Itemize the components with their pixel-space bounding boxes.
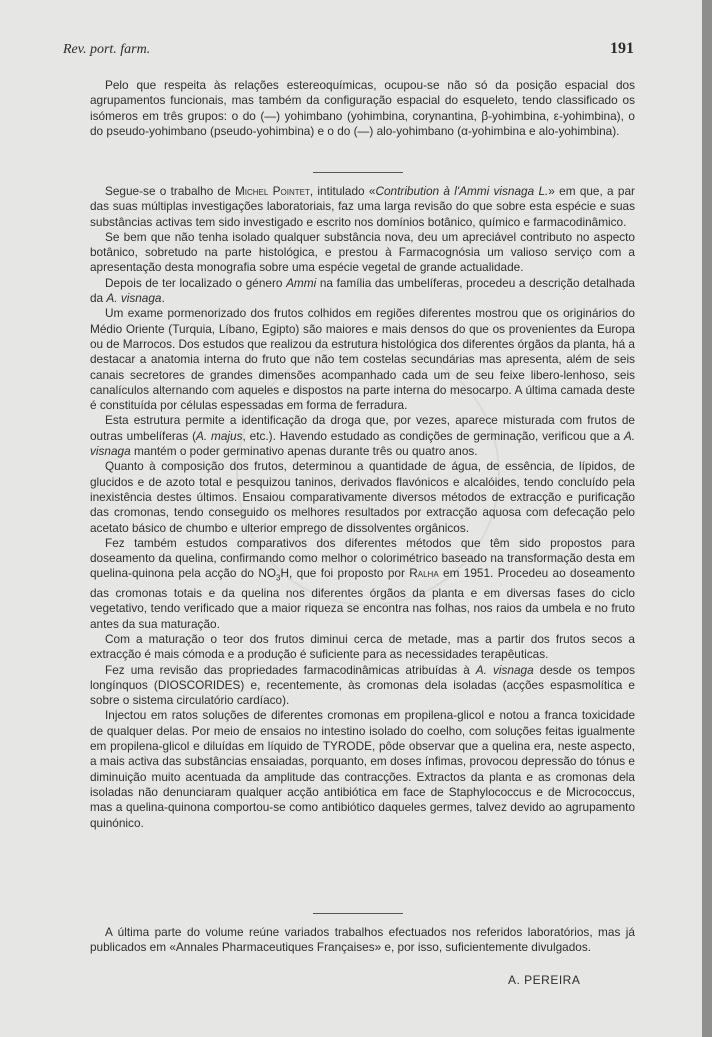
paragraph: Segue-se o trabalho de Michel Pointet, intitulado «Contribution à l'Ammi visnaga L.» em que, a par das suas múltiplas investigações laboratoriais, faz uma larga revisão do que sobre esta espécie e suas substâncias activas tem sido investigado e escrito nos domínios botânico, químico e farmacodinâmico. <box>90 184 635 229</box>
section-divider <box>313 913 403 914</box>
page-number: 191 <box>610 40 634 57</box>
paragraph: Fez também estudos comparativos dos diferentes métodos que têm sido propostos para doseamento da quelina, confirmando como melhor o colorimétrico baseado na transformação desta em quelina-quinona pela acção do $NO_3H$, que foi proposto por Ralha em 1951. Procedeu ao doseamento das cromonas totais e da quelina nos diferentes órgãos da planta e em diversas fases do ciclo vegetativo, tendo verificado que a maior riqueza se encontra nas folhas, nos raios da umbela e no fruto antes da sua maturação. <box>90 535 635 631</box>
paragraph: Se bem que não tenha isolado qualquer substância nova, deu um apreciável contributo no aspecto botânico, sobretudo na parte histológica, e prestou à Farmacognósia um valioso serviço com a apresentação desta monografia sobre uma espécie vegetal de grande actualidade. <box>90 229 635 275</box>
author-signature: A. PEREIRA <box>508 973 581 987</box>
paragraph: Esta estrutura permite a identificação da droga que, por vezes, aparece misturada com frutos de outras umbelíferas (A. majus, etc.). Havendo estudado as condições de germinação, verificou que a A. visnaga mantém o poder germinativo apenas durante três ou quatro anos. <box>90 413 636 459</box>
paragraph: Fez uma revisão das propriedades farmacodinâmicas atribuídas à A. visnaga desde os tempos longínquos (DIOSCORIDES) e, recentemente, às cromonas dela isoladas (acções espasmolítica e sobre o sistema circulatório cardíaco). <box>90 662 635 708</box>
section-stereochemistry <box>90 78 635 139</box>
paragraph: Injectou em ratos soluções de diferentes cromonas em propilena-glicol e notou a franca toxicidade de qualquer delas. Por meio de ensaios no intestino isolado do coelho, com soluções feitas igualmente em propilena-glicol e diluídas em líquido de TYRODE, pôde observar que a quelina era, neste aspecto, a mais activa das substâncias ensaiadas, porquanto, em doses ínfimas, provocou depressão do tónus e diminuição muito acentuada da amplitude das contracções. Extractos da planta e as cromonas dela isoladas não denunciaram qualquer acção antibiótica em face de Staphylococcus e de Micrococcus, mas a quelina-quinona comportou-se como antibiótico daqueles germes, talvez devido ao agrupamento quinónico. <box>90 708 635 830</box>
paragraph: A última parte do volume reúne variados trabalhos efectuados nos referidos laboratórios, mas já publicados em «Annales Pharmaceutiques Françaises» e, por isso, suficientemente divulgados. <box>90 925 635 955</box>
paragraph: Um exame pormenorizado dos frutos colhidos em regiões diferentes mostrou que os originários do Médio Oriente (Turquia, Líbano, Egipto) são maiores e mais densos do que os provenientes da Europa ou de Marrocos. Dos estudos que realizou da estrutura histológica dos diferentes órgãos da planta, há a destacar a anatomia interna do fruto que não tem costelas secundárias mas apresenta, além de seis canais secretores de grandes dimensões acompanhado cada um de seu feixe libero-lenhoso, seis canalículos alternando com aqueles e dispostos na parte interna do mesocarpo. A última camada deste é constituída por células espessadas em forma de ferradura. <box>90 306 635 413</box>
paragraph: Quanto à composição dos frutos, determinou a quantidade de água, de essência, de lípidos, de glucidos e de azoto total e pesquizou taninos, derivados flavónicos e alcalóides, tendo concluído pela inexistência destes últimos. Ensaiou comparativamente diversos métodos de extracção e purificação das cromonas, tendo conseguido os melhores resultados por extracção aquosa com defecação pelo acetato básico de chumbo e ulterior emprego de dissolventes orgânicos. <box>90 459 635 535</box>
page-edge <box>702 0 712 1037</box>
paragraph: Pelo que respeita às relações estereoquímicas, ocupou-se não só da posição espacial dos agrupamentos funcionais, mas também da configuração espacial do esqueleto, tendo classificado os isómeros em três grupos: o do (—) yohimbano (yohimbina, corynantina, β-yohimbina, ε-yohimbina), o do pseudo-yohimbano (pseudo-yohimbina) e o do (—) alo-yohimbano (α-yohimbina e alo-yohimbina). <box>90 78 635 138</box>
section-divider <box>313 172 403 173</box>
work-title: Contribution à l'Ammi visnaga L. <box>375 184 549 198</box>
author-name: Michel Pointet <box>234 184 310 198</box>
paragraph: Com a maturação o teor dos frutos diminui cerca de metade, mas a partir dos frutos secos a extracção é mais cómoda e a produção é suficiente para as necessidades terapêuticas. <box>90 631 635 662</box>
journal-title: Rev. port. farm. <box>63 42 151 57</box>
section-closing <box>90 925 635 956</box>
paragraph: Depois de ter localizado o género Ammi na família das umbelíferas, procedeu a descrição detalhada da A. visnaga. <box>90 275 635 306</box>
section-pointet-review <box>90 184 635 831</box>
